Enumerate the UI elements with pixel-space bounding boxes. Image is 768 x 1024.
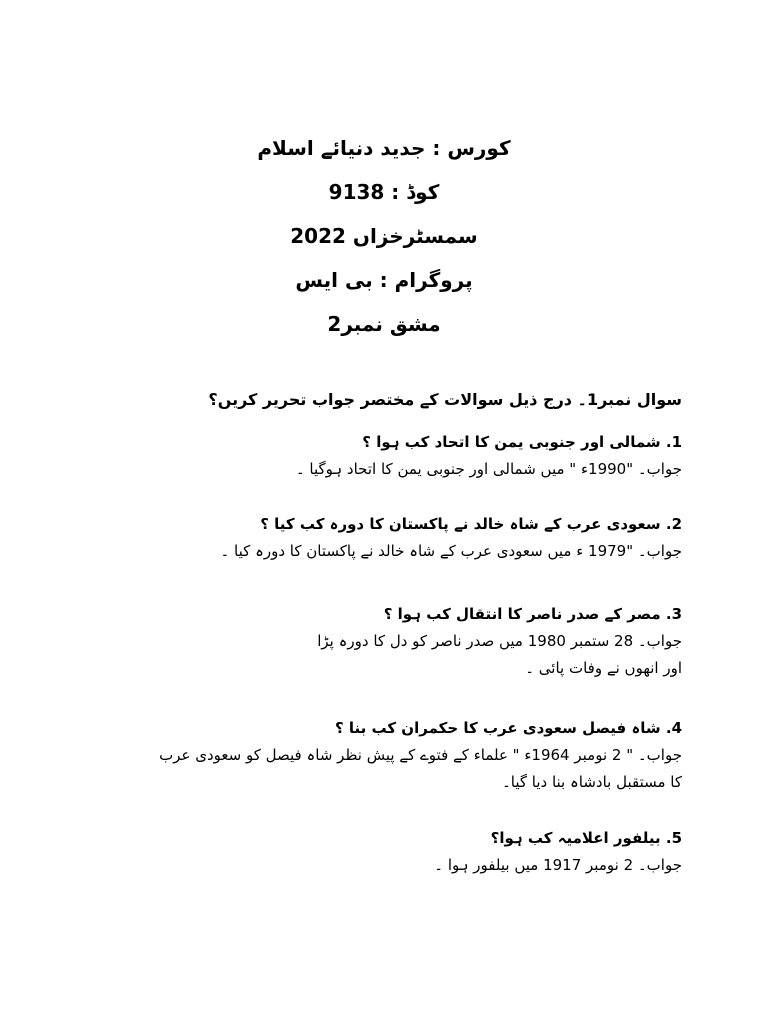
answer-4-line-1: جواب۔ " 2 نومبر 1964ء " علماء کے فتوے کے پیش نظر شاہ فیصل کو سعودی عرب [159, 746, 682, 764]
answer-5-line-1: جواب۔ 2 نومبر 1917 میں بیلفور ہوا ۔ [434, 856, 682, 874]
course-code: کوڈ : 9138 [328, 180, 440, 204]
answer-5 [100, 852, 682, 879]
answer-3 [100, 628, 682, 682]
answer-2 [100, 538, 682, 565]
question-3: 3. مصر کے صدر ناصر کا انتقال کب ہوا ؟ [383, 605, 682, 623]
qa-item-3 [100, 600, 682, 682]
qa-item-4 [100, 714, 682, 796]
answer-3-line-1: جواب۔ 28 ستمبر 1980 میں صدر ناصر کو دل کا دورہ پڑا [317, 632, 682, 650]
course-title: کورس : جدید دنیائے اسلام [257, 136, 511, 160]
qa-item-5 [100, 824, 682, 879]
main-question: سوال نمبر1۔ درج ذیل سوالات کے مختصر جواب تحریر کریں؟ [208, 390, 682, 409]
question-4: 4. شاہ فیصل سعودی عرب کا حکمران کب بنا ؟ [334, 719, 682, 737]
program-label: پروگرام : بی ایس [295, 268, 473, 292]
qa-item-2 [100, 510, 682, 565]
assignment-number: مشق نمبر2 [327, 312, 441, 336]
answer-4 [100, 742, 682, 796]
qa-item-1 [100, 428, 682, 483]
question-2: 2. سعودی عرب کے شاہ خالد نے پاکستان کا دورہ کب کیا ؟ [260, 515, 682, 533]
answer-1 [100, 456, 682, 483]
document-header [0, 126, 768, 346]
answer-3-line-2: اور انھوں نے وفات پائی ۔ [525, 659, 682, 677]
answer-2-line-1: جواب۔ "1979 ء میں سعودی عرب کے شاہ خالد نے پاکستان کا دورہ کیا ۔ [220, 542, 682, 560]
question-5: 5. بیلفور اعلامیہ کب ہوا؟ [490, 829, 682, 847]
answer-1-line-1: جواب۔ "1990ء " میں شمالی اور جنوبی یمن کا اتحاد ہوگیا ۔ [295, 460, 682, 478]
answer-4-line-2: کا مستقبل بادشاہ بنا دیا گیا۔ [501, 773, 682, 791]
semester-label: سمسٹرخزاں 2022 [290, 224, 478, 248]
question-1: 1. شمالی اور جنوبی یمن کا اتحاد کب ہوا ؟ [362, 433, 682, 451]
